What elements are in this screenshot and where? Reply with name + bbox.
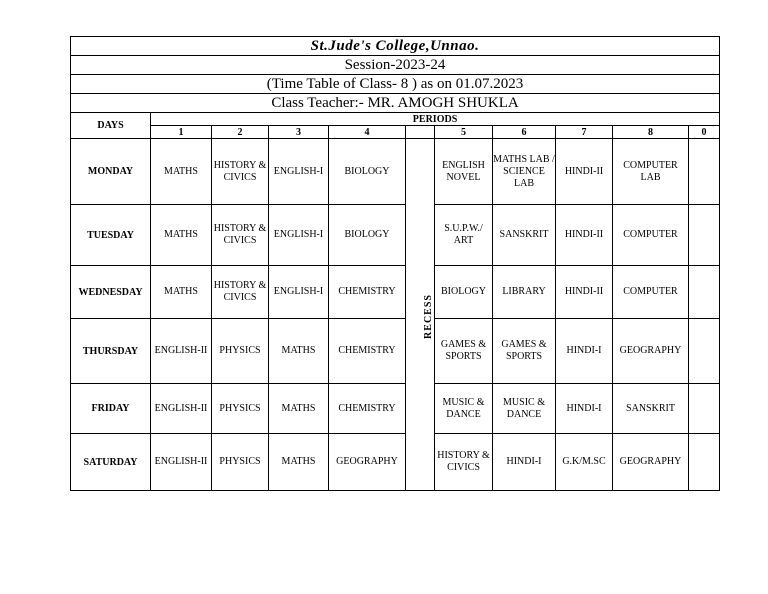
day-cell: TUESDAY [71, 205, 151, 266]
subject-cell: COMPUTER [613, 266, 689, 319]
subject-cell [689, 205, 720, 266]
college-name: St.Jude's College,Unnao. [71, 37, 720, 56]
timetable-caption: (Time Table of Class- 8 ) as on 01.07.2023 [71, 75, 720, 94]
table-row [71, 139, 720, 205]
subject-cell: ENGLISH NOVEL [435, 139, 493, 205]
period-2-header: 2 [212, 126, 269, 139]
subject-cell: HINDI-II [556, 139, 613, 205]
subject-cell [689, 266, 720, 319]
subject-cell: SANSKRIT [493, 205, 556, 266]
periods-header: PERIODS [151, 113, 720, 126]
table-row [71, 319, 720, 384]
subject-cell: PHYSICS [212, 434, 269, 491]
subject-cell: BIOLOGY [435, 266, 493, 319]
subject-cell: HINDI-II [556, 266, 613, 319]
subject-cell: LIBRARY [493, 266, 556, 319]
recess-label: RECESS [422, 293, 434, 339]
period-3-header: 3 [269, 126, 329, 139]
subject-cell: GAMES & SPORTS [493, 319, 556, 384]
class-teacher: Class Teacher:- MR. AMOGH SHUKLA [71, 94, 720, 113]
subject-cell: HINDI-I [556, 319, 613, 384]
subject-cell: CHEMISTRY [329, 266, 406, 319]
subject-cell: CHEMISTRY [329, 319, 406, 384]
period-0-header: 0 [689, 126, 720, 139]
subject-cell: GEOGRAPHY [613, 434, 689, 491]
subject-cell [689, 434, 720, 491]
period-1-header: 1 [151, 126, 212, 139]
subject-cell: COMPUTER [613, 205, 689, 266]
day-cell: MONDAY [71, 139, 151, 205]
recess-column [406, 139, 435, 491]
day-cell: FRIDAY [71, 384, 151, 434]
day-cell: WEDNESDAY [71, 266, 151, 319]
subject-cell: GEOGRAPHY [613, 319, 689, 384]
subject-cell: ENGLISH-I [269, 139, 329, 205]
subject-cell: G.K/M.SC [556, 434, 613, 491]
subject-cell: ENGLISH-II [151, 384, 212, 434]
subject-cell: PHYSICS [212, 384, 269, 434]
subject-cell: ENGLISH-I [269, 205, 329, 266]
recess-header-blank [406, 126, 435, 139]
subject-cell: MATHS [269, 319, 329, 384]
subject-cell: MATHS [151, 266, 212, 319]
subject-cell: COMPUTER LAB [613, 139, 689, 205]
subject-cell [689, 384, 720, 434]
day-cell: SATURDAY [71, 434, 151, 491]
subject-cell: HISTORY & CIVICS [212, 205, 269, 266]
subject-cell: HINDI-I [493, 434, 556, 491]
subject-cell: HISTORY & CIVICS [212, 266, 269, 319]
subject-cell: MUSIC & DANCE [493, 384, 556, 434]
subject-cell: GEOGRAPHY [329, 434, 406, 491]
subject-cell: PHYSICS [212, 319, 269, 384]
subject-cell: HISTORY & CIVICS [212, 139, 269, 205]
subject-cell: CHEMISTRY [329, 384, 406, 434]
subject-cell: MATHS [151, 205, 212, 266]
subject-cell: HINDI-I [556, 384, 613, 434]
period-6-header: 6 [493, 126, 556, 139]
table-row [71, 205, 720, 266]
period-5-header: 5 [435, 126, 493, 139]
subject-cell: HINDI-II [556, 205, 613, 266]
subject-cell: ENGLISH-II [151, 434, 212, 491]
subject-cell: MATHS [269, 434, 329, 491]
subject-cell: MATHS [269, 384, 329, 434]
subject-cell: BIOLOGY [329, 205, 406, 266]
subject-cell: BIOLOGY [329, 139, 406, 205]
subject-cell: ENGLISH-II [151, 319, 212, 384]
table-row [71, 384, 720, 434]
subject-cell: MATHS [151, 139, 212, 205]
period-4-header: 4 [329, 126, 406, 139]
subject-cell: MUSIC & DANCE [435, 384, 493, 434]
table-row [71, 266, 720, 319]
period-8-header: 8 [613, 126, 689, 139]
subject-cell: S.U.P.W./ ART [435, 205, 493, 266]
subject-cell: ENGLISH-I [269, 266, 329, 319]
subject-cell: GAMES & SPORTS [435, 319, 493, 384]
subject-cell: MATHS LAB / SCIENCE LAB [493, 139, 556, 205]
subject-cell [689, 139, 720, 205]
period-7-header: 7 [556, 126, 613, 139]
subject-cell [689, 319, 720, 384]
session-line: Session-2023-24 [71, 56, 720, 75]
day-cell: THURSDAY [71, 319, 151, 384]
timetable [70, 36, 720, 491]
subject-cell: HISTORY & CIVICS [435, 434, 493, 491]
table-row [71, 434, 720, 491]
subject-cell: SANSKRIT [613, 384, 689, 434]
days-header: DAYS [71, 113, 151, 139]
